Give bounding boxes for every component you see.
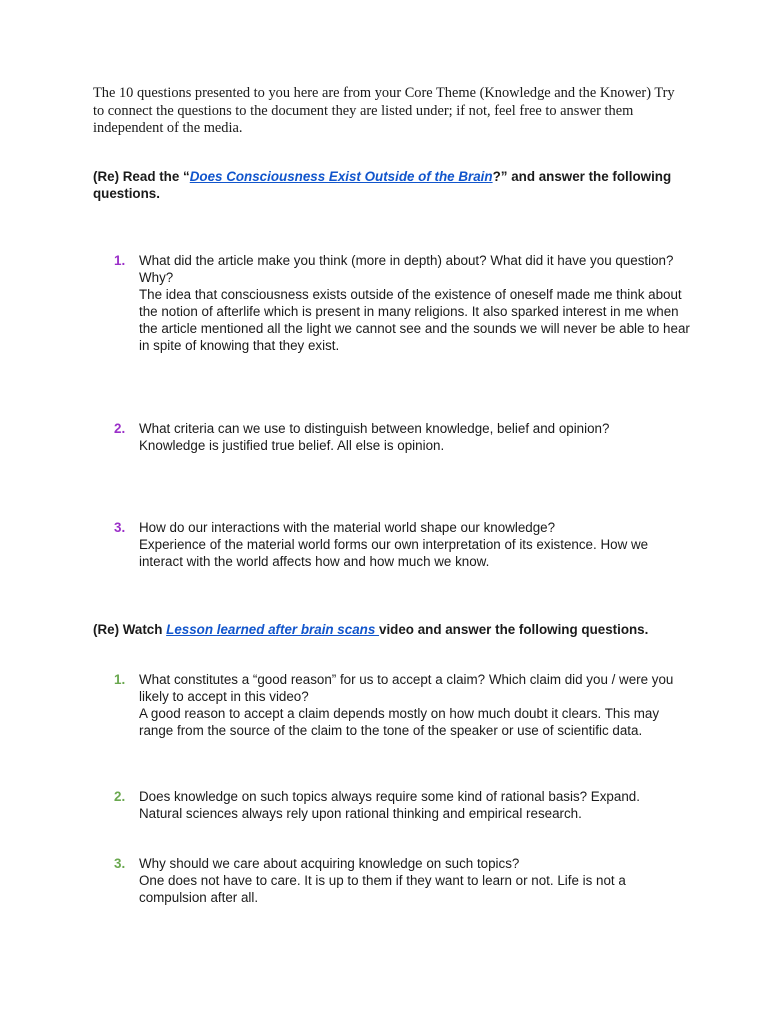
section-1-prefix: (Re) Read the — [93, 169, 184, 184]
question-number: 2. — [114, 789, 126, 804]
question-number: 3. — [114, 856, 126, 871]
question-number: 3. — [114, 520, 126, 535]
answer-text: Knowledge is justified true belief. All else is opinion. — [139, 438, 445, 453]
answer-text: Natural sciences always rely upon rational thinking and empirical research. — [139, 806, 582, 821]
section-1-heading — [93, 168, 673, 202]
question-text: What did the article make you think (more in depth) about? What did it have you question? Why? — [139, 253, 674, 285]
section-1-question-3 — [114, 519, 694, 570]
section-1-question-2 — [114, 420, 694, 454]
answer-text: The idea that consciousness exists outside of the existence of oneself made me think about the notion of afterlife which is present in many religions. It also sparked interest in me when the article mentioned all the light we cannot see and the sounds we will never be able to hear in spite of knowing that they exist. — [139, 287, 690, 353]
section-2-heading — [93, 621, 673, 638]
answer-text: Experience of the material world forms our own interpretation of its existence. How we interact with the world affects how and how much we know. — [139, 537, 649, 569]
section-2-suffix: video and answer the following questions. — [379, 622, 649, 637]
section-1-question-1 — [114, 252, 694, 354]
answer-text: A good reason to accept a claim depends mostly on how much doubt it clears. This may range from the source of the claim to the tone of the speaker or use of scientific data. — [139, 706, 660, 738]
section-1-suffix: and answer the following questions. — [93, 169, 672, 201]
question-number: 2. — [114, 421, 126, 436]
section-2-question-1 — [114, 671, 694, 739]
brain-scans-video-link[interactable]: Lesson learned after brain scans — [166, 622, 380, 637]
intro-paragraph: The 10 questions presented to you here are from your Core Theme (Knowledge and the Knower) Try to connect the questions to the document they are listed under; if not, feel free to answer them independent of the media. — [93, 85, 675, 136]
section-2-prefix: (Re) Watch — [93, 622, 167, 637]
section-2-question-2 — [114, 788, 694, 822]
question-text: How do our interactions with the material world shape our knowledge? — [139, 520, 556, 535]
question-number: 1. — [114, 672, 126, 687]
question-text: What constitutes a “good reason” for us to accept a claim? Which claim did you / were you likely to accept in this video? — [139, 672, 674, 704]
question-text: Does knowledge on such topics always require some kind of rational basis? Expand. — [139, 789, 640, 804]
section-2-question-3 — [114, 855, 694, 906]
question-text: Why should we care about acquiring knowledge on such topics? — [139, 856, 520, 871]
question-text: What criteria can we use to distinguish between knowledge, belief and opinion? — [139, 421, 610, 436]
question-number: 1. — [114, 253, 126, 268]
section-1-close-quote: ?” — [492, 169, 508, 184]
answer-text: One does not have to care. It is up to them if they want to learn or not. Life is not a compulsion after all. — [139, 873, 626, 905]
consciousness-article-link[interactable]: Does Consciousness Exist Outside of the Brain — [189, 169, 493, 184]
section-1-open-quote: “ — [183, 169, 190, 184]
